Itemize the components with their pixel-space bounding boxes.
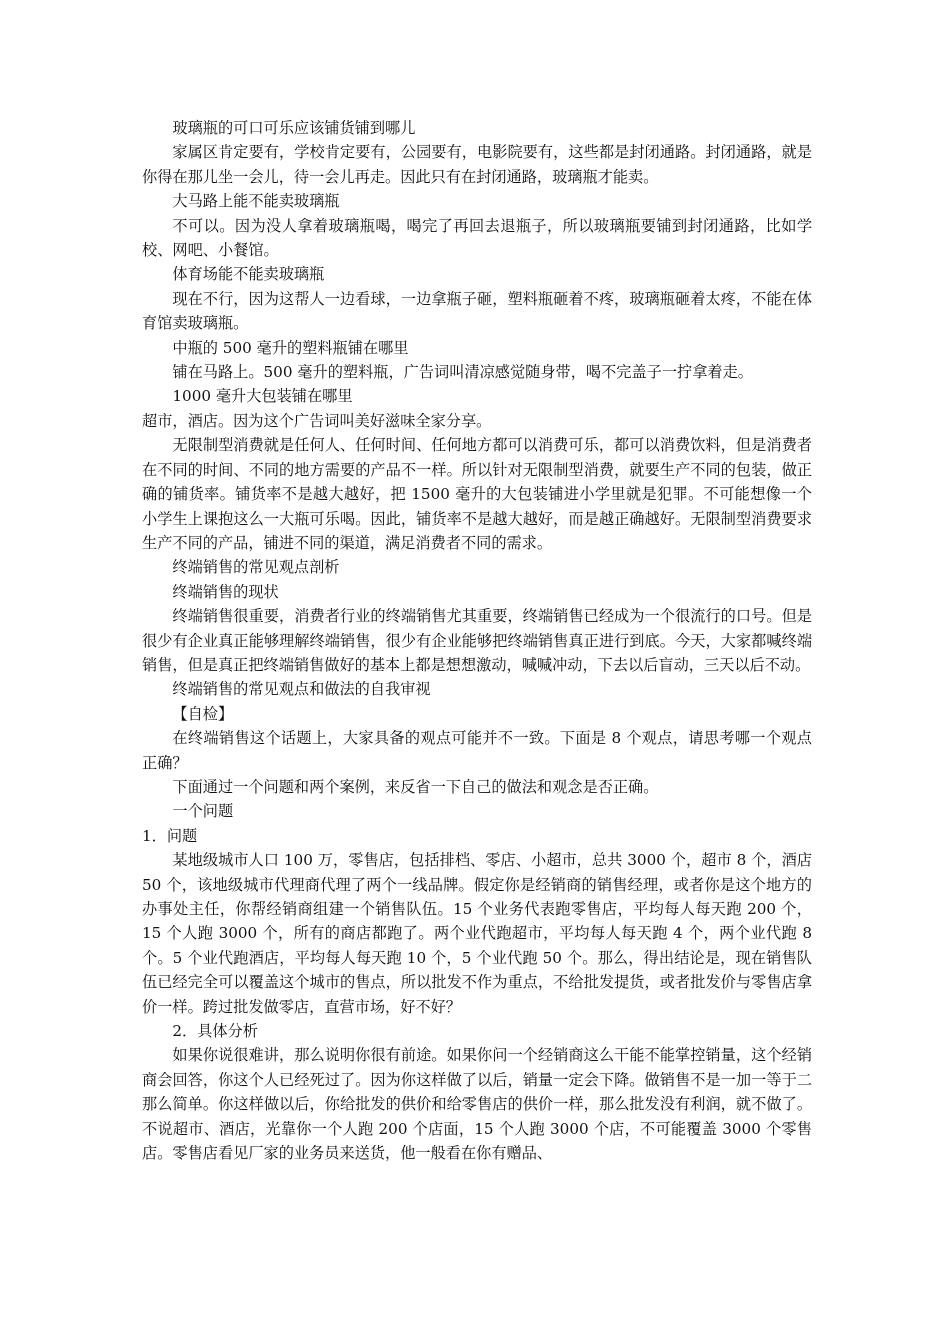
numbered-heading: 2．具体分析 <box>172 1022 258 1041</box>
section-heading: 体育场能不能卖玻璃瓶 <box>172 265 325 284</box>
section-heading: 1000 毫升大包装铺在哪里 <box>172 387 353 406</box>
section-heading: 中瓶的 500 毫升的塑料瓶铺在哪里 <box>172 338 409 357</box>
section-heading: 终端销售的现状 <box>172 582 279 601</box>
body-paragraph: 某地级城市人口 100 万，零售店，包括排档、零店、小超市，总共 3000 个，超市 8 个，酒店 50 个，该地级城市代理商代理了两个一线品牌。假定你是经销商的销售经理，或者你是这个地方的办事处主任，你帮经销商组建一个销售队伍。15 个业务代表跑零售店，平均每人每天跑 200 个，15 个人跑 3000 个，所有的商店都跑了。两个业代跑超市，平均每人每天跑 4 个，两个业代跑 8 个。5 个业代跑酒店，平均每人每天跑 10 个，5 个业代跑 50 个。那么，得出结论是，现在销售队伍已经完全可以覆盖这个城市的售点，所以批发不作为重点，不给批发提货，或者批发价与零售店拿价一样。跨过批发做零店，直营市场，好不好？ <box>142 851 812 1016</box>
section-heading: 终端销售的常见观点和做法的自我审视 <box>172 680 431 699</box>
body-paragraph: 现在不行，因为这帮人一边看球，一边拿瓶子砸，塑料瓶砸着不疼，玻璃瓶砸着太疼，不能在体育馆卖玻璃瓶。 <box>142 289 812 333</box>
section-heading: 一个问题 <box>172 802 234 821</box>
section-heading: 终端销售的常见观点剖析 <box>172 558 340 577</box>
body-paragraph: 铺在马路上。500 毫升的塑料瓶，广告词叫清凉感觉随身带，喝不完盖子一拧拿着走。 <box>172 363 753 382</box>
document-page <box>142 116 812 1165</box>
section-heading: 玻璃瓶的可口可乐应该铺货铺到哪儿 <box>172 119 416 137</box>
body-paragraph: 超市，酒店。因为这个广告词叫美好滋味全家分享。 <box>142 411 492 430</box>
self-check-label: 【自检】 <box>172 704 234 723</box>
body-paragraph: 下面通过一个问题和两个案例，来反省一下自己的做法和观念是否正确。 <box>172 777 659 796</box>
body-paragraph: 家属区肯定要有，学校肯定要有，公园要有，电影院要有，这些都是封闭通路。封闭通路，就是你得在那儿坐一会儿，待一会儿再走。因此只有在封闭通路，玻璃瓶才能卖。 <box>142 143 812 186</box>
body-paragraph: 不可以。因为没人拿着玻璃瓶喝，喝完了再回去退瓶子，所以玻璃瓶要铺到封闭通路，比如学校、网吧、小餐馆。 <box>142 216 812 260</box>
body-paragraph: 在终端销售这个话题上，大家具备的观点可能并不一致。下面是 8 个观点，请思考哪一个观点正确？ <box>142 729 812 772</box>
section-heading: 大马路上能不能卖玻璃瓶 <box>172 192 340 211</box>
body-paragraph: 无限制型消费就是任何人、任何时间、任何地方都可以消费可乐，都可以消费饮料，但是消费者在不同的时间、不同的地方需要的产品不一样。所以针对无限制型消费，就要生产不同的包装，做正确的铺货率。铺货率不是越大越好，把 1500 毫升的大包装铺进小学里就是犯罪。不可能想像一个小学生上课抱这么一大瓶可乐喝。因此，铺货率不是越大越好，而是越正确越好。无限制型消费要求生产不同的产品，铺进不同的渠道，满足消费者不同的需求。 <box>142 436 812 552</box>
numbered-heading: 1．问题 <box>142 826 198 845</box>
body-paragraph: 如果你说很难讲，那么说明你很有前途。如果你问一个经销商这么干能不能掌控销量，这个经销商会回答，你这个人已经死过了。因为你这样做了以后，销量一定会下降。做销售不是一加一等于二那么简单。你这样做以后，你给批发的供价和给零售店的供价一样，那么批发没有利润，就不做了。不说超市、酒店，光靠你一个人跑 200 个店面，15 个人跑 3000 个店，不可能覆盖 3000 个零售店。零售店看见厂家的业务员来送货，他一般看在你有赠品、 <box>142 1046 812 1163</box>
body-paragraph: 终端销售很重要，消费者行业的终端销售尤其重要，终端销售已经成为一个很流行的口号。但是很少有企业真正能够理解终端销售，很少有企业能够把终端销售真正进行到底。今天，大家都喊终端销售，但是真正把终端销售做好的基本上都是想想激动，喊喊冲动，下去以后盲动，三天以后不动。 <box>142 607 812 674</box>
